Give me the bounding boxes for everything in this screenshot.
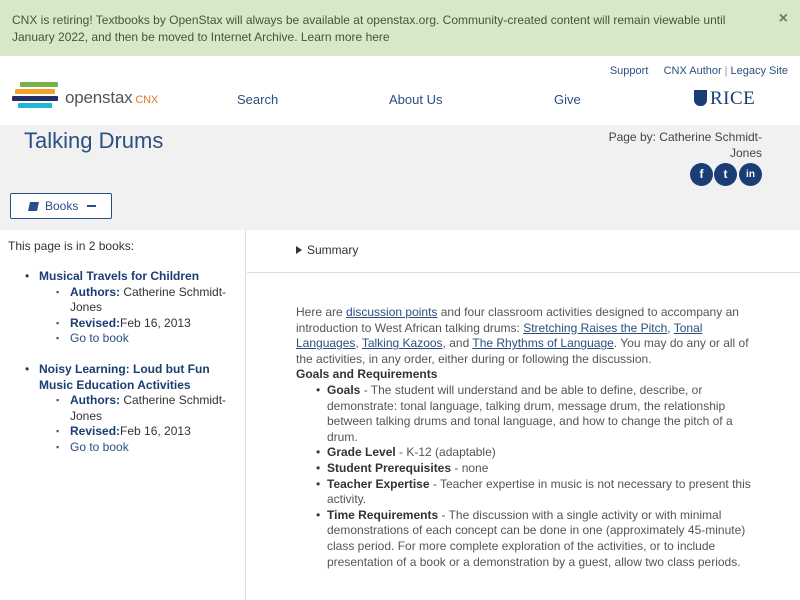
summary-label: Summary [307,243,359,257]
item-label: Grade Level [327,445,396,460]
go-to-book-link[interactable]: Go to book [70,331,129,345]
book-authors [25,393,230,424]
text: and four classroom activities designed to accompany an introduction to West African talking drums: [296,305,739,335]
item-text: - K-12 (adaptable) [395,445,496,460]
linkedin-icon[interactable]: in [739,163,762,186]
text: , [355,336,362,351]
intro-paragraph [296,305,751,367]
rice-shield-icon [694,90,707,106]
book-icon [28,202,39,211]
item-text: - The student will understand and be able to define, describe, or demonstrate: tonal language, talking drum, message drum, the relationship between talking drums and tonal language, and how to change the pitch of a drum. [327,382,733,444]
tonal-languages-link[interactable]: Tonal Languages [296,320,703,351]
book-authors [25,285,230,316]
separator: | [724,65,728,77]
section-heading: Goals and Requirements [296,367,438,382]
book-item [25,269,230,347]
item-label: Time Requirements [327,507,439,522]
twitter-icon[interactable]: t [714,163,737,186]
authors-value: Catherine Schmidt-Jones [70,393,227,423]
legacy-site-link[interactable]: Legacy Site [730,65,788,77]
top-links [610,65,788,77]
item-label: Goals [327,382,361,397]
nav-about-us[interactable]: About Us [389,92,443,107]
item-text: - Teacher expertise in music is not necessary to present this activity. [327,476,751,507]
book-revised [25,424,230,440]
book-goto [25,331,230,347]
page-content [296,305,751,570]
stretching-link[interactable]: Stretching Raises the Pitch [523,320,668,335]
list-item [327,445,751,461]
requirements-list [296,383,751,570]
revised-value: Feb 16, 2013 [120,315,191,330]
text: Here are [296,305,347,319]
list-item [327,477,751,508]
logo-bar [20,82,58,87]
nav-search[interactable]: Search [237,92,279,107]
logo-bar [15,89,55,94]
books-button-label: Books [45,199,79,213]
minus-icon [87,205,96,207]
logo-wordmark [65,88,158,108]
go-to-book-link[interactable]: Go to book [70,439,129,454]
book-item [25,362,230,455]
revised-label: Revised: [70,424,121,438]
separator [654,65,657,77]
talking-kazoos-link[interactable]: Talking Kazoos [361,336,443,351]
summary-toggle[interactable] [296,243,358,257]
authors-label: Authors: [70,284,120,299]
disclosure-triangle-icon [296,246,302,254]
list-item [327,461,751,477]
book-title-link[interactable]: • Musical Travels for Children [25,269,230,285]
rice-logo-text: RICE [710,88,756,109]
text: , [667,320,674,335]
page-title: Talking Drums [24,128,164,153]
book-title-link[interactable]: • Noisy Learning: Loud but Fun Music Education Activities [25,362,230,393]
retirement-banner [0,0,800,56]
books-sidebar [0,230,246,600]
page-author: Page by: Catherine Schmidt-Jones [608,130,762,160]
nav-give[interactable]: Give [554,92,581,107]
openstax-cnx-logo[interactable] [12,82,172,114]
rhythms-link[interactable]: The Rhythms of Language [472,336,614,351]
text: . You may do any or all of the activities, in any order, either during or following the discussion. [296,336,749,366]
item-text: - none [451,460,489,475]
item-text: - The discussion with a single activity or with minimal demonstrations of each concept can be done in one (approximately 45-minute) class period. For more complete exploration of the activities, or to include presentation of a book or a demonstration by a guest, allow two class periods. [327,507,746,569]
revised-value: Feb 16, 2013 [120,424,191,438]
authors-label: Authors: [70,393,120,407]
list-item [327,383,751,445]
banner-learn-more-link[interactable]: here [365,30,390,44]
logo-bar [18,103,52,108]
list-item [327,508,751,570]
cnx-author-link[interactable]: CNX Author [663,65,722,77]
sidebar-intro: This page is in 2 books: [8,239,135,253]
banner-text: CNX is retiring! Textbooks by OpenStax will always be available at openstax.org. Community-created content will remain viewable until January 2022, and then be moved to Internet Archive. Learn more [12,13,726,44]
revised-label: Revised: [70,315,121,330]
logo-bar [12,96,58,101]
divider [247,272,800,273]
text: , and [442,336,473,351]
rice-logo[interactable] [694,88,755,110]
authors-value: Catherine Schmidt-Jones [70,284,227,314]
logo-openstax-text: openstax [65,88,133,107]
close-icon[interactable]: × [778,10,788,27]
facebook-icon[interactable]: f [690,163,713,186]
support-link[interactable]: Support [609,65,649,77]
item-label: Teacher Expertise [327,476,430,491]
books-toggle-button[interactable] [10,193,112,219]
logo-cnx-text: CNX [135,94,159,106]
item-label: Student Prerequisites [327,460,452,475]
book-goto [25,440,230,456]
book-revised [25,316,230,332]
discussion-points-link[interactable]: discussion points [346,305,438,319]
